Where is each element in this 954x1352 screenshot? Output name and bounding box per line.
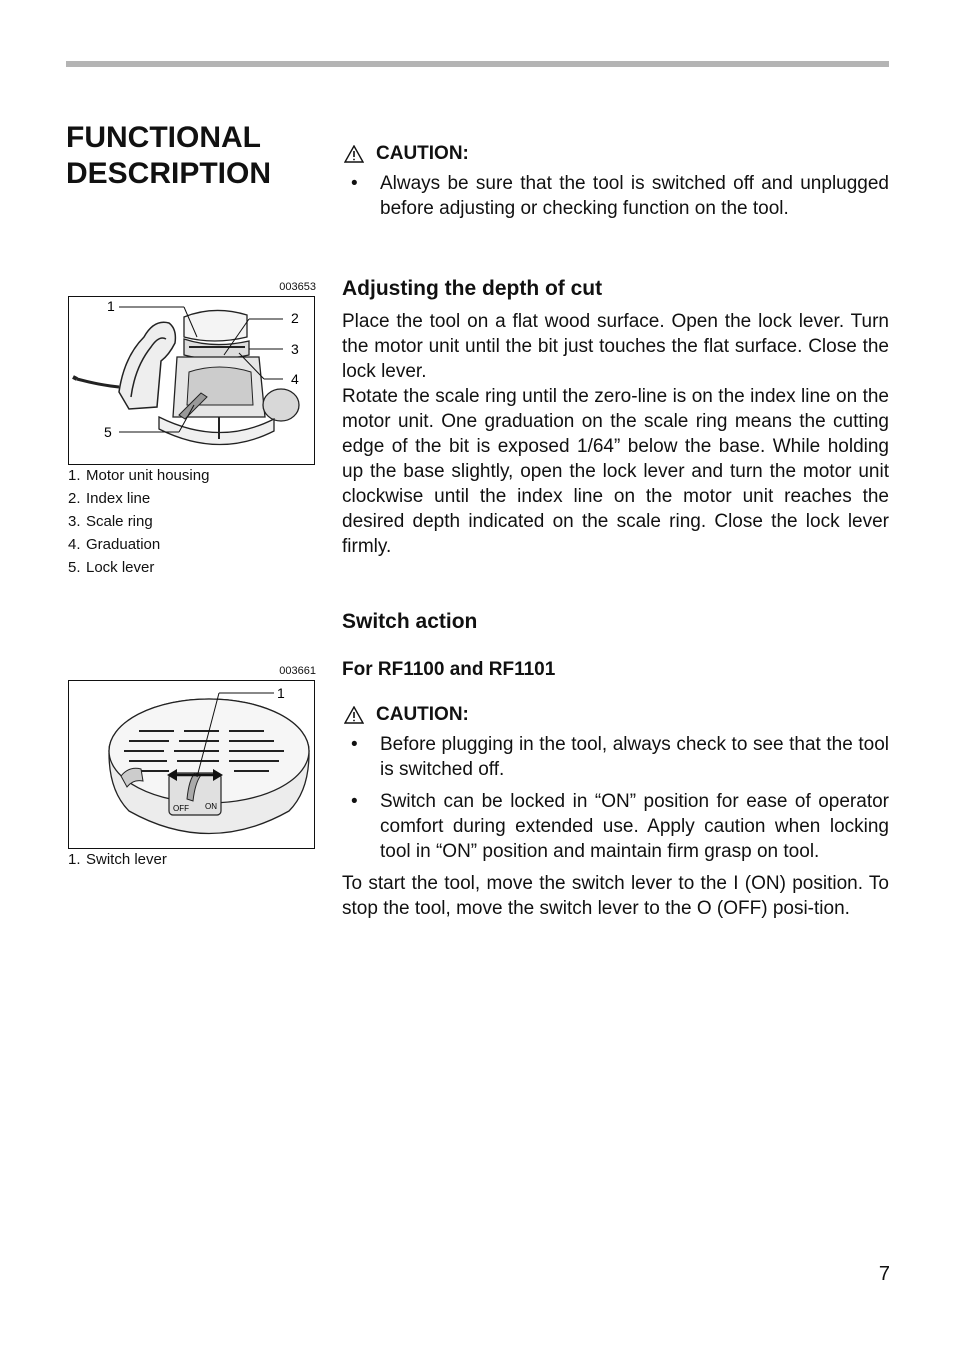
callout-3: 3 bbox=[291, 341, 299, 357]
figure-2-code: 003661 bbox=[279, 665, 316, 677]
depth-heading: Adjusting the depth of cut bbox=[342, 277, 603, 300]
list-item: 2. Index line bbox=[68, 490, 151, 507]
list-item: 5. Lock lever bbox=[68, 559, 155, 576]
figure-1-code: 003653 bbox=[279, 281, 316, 293]
callout-5: 5 bbox=[104, 424, 112, 440]
warning-triangle-icon bbox=[344, 706, 364, 724]
title-line-1: FUNCTIONAL bbox=[66, 121, 261, 154]
list-item: • Switch can be locked in “ON” position for ease of operator comfort during extended use. Apply caution when locking tool in “ON” position and maintain firm grasp on tool. bbox=[351, 791, 889, 862]
switch-figure bbox=[68, 680, 315, 849]
switch-paragraph: To start the tool, move the switch lever to the I (ON) position. To stop the tool, move the switch lever to the O (OFF) posi-tion. bbox=[342, 873, 889, 919]
caution-block-1 bbox=[342, 142, 889, 221]
warning-triangle-icon bbox=[344, 145, 364, 163]
switch-heading: Switch action bbox=[342, 610, 478, 633]
caution-label: CAUTION: bbox=[376, 143, 469, 164]
caution-list bbox=[342, 171, 889, 221]
top-rule bbox=[66, 61, 889, 67]
page-title bbox=[66, 120, 326, 192]
router-illustration bbox=[69, 297, 314, 464]
callout-4: 4 bbox=[291, 371, 299, 387]
depth-paragraph-1: Place the tool on a flat wood surface. Open the lock lever. Turn the motor unit until the bit just touches the flat surface. Close the lock lever. bbox=[342, 311, 889, 382]
list-item: • Before plugging in the tool, always check to see that the tool is switched off. bbox=[351, 734, 889, 780]
base-switch-illustration bbox=[69, 681, 314, 848]
callout-1: 1 bbox=[107, 298, 115, 314]
switch-caution-list bbox=[342, 732, 889, 864]
caution-heading-2 bbox=[342, 703, 889, 727]
list-item: 4. Graduation bbox=[68, 536, 161, 553]
callout-1: 1 bbox=[277, 685, 285, 701]
depth-section bbox=[342, 276, 889, 559]
switch-subheading: For RF1100 and RF1101 bbox=[342, 659, 556, 680]
figure-1-legend bbox=[68, 464, 209, 579]
switch-section bbox=[342, 609, 889, 921]
callout-2: 2 bbox=[291, 310, 299, 326]
router-depth-figure bbox=[68, 296, 315, 465]
figure-2-legend bbox=[68, 848, 167, 871]
page-number: 7 bbox=[878, 1263, 890, 1285]
list-item: • Always be sure that the tool is switched off and unplugged before adjusting or checking function on the tool. bbox=[351, 173, 889, 219]
caution-heading bbox=[342, 142, 889, 166]
title-line-2: DESCRIPTION bbox=[66, 157, 272, 190]
on-label: ON bbox=[205, 802, 217, 811]
list-item: 1. Motor unit housing bbox=[68, 467, 210, 484]
list-item: 3. Scale ring bbox=[68, 513, 153, 530]
list-item: 1. Switch lever bbox=[68, 851, 167, 868]
depth-paragraph-2: Rotate the scale ring until the zero-line is on the index line on the motor unit. One graduation on the scale ring means the cutting edge of the bit is exposed 1/64” below the base. While holding up the base slightly, open the lock lever and turn the motor unit clockwise until the index line on the motor unit reaches the desired depth indicated on the scale ring. Close the lock lever firmly. bbox=[342, 386, 889, 557]
off-label: OFF bbox=[173, 804, 189, 813]
caution-label: CAUTION: bbox=[376, 704, 469, 725]
